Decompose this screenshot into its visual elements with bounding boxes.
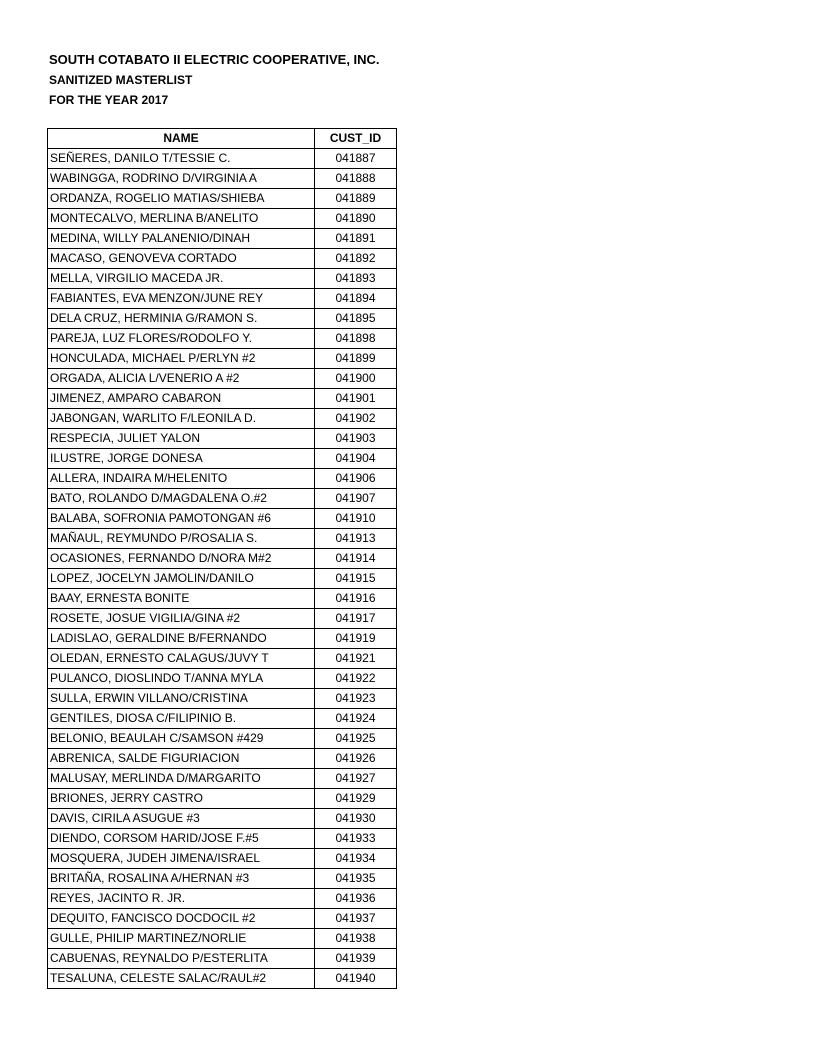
table-row [48,409,397,429]
cell-name: JIMENEZ, AMPARO CABARON [48,389,315,409]
column-header-name: NAME [48,129,315,149]
cell-name: PULANCO, DIOSLINDO T/ANNA MYLA [48,669,315,689]
table-row [48,429,397,449]
table-row [48,289,397,309]
cell-name: BALABA, SOFRONIA PAMOTONGAN #6 [48,509,315,529]
cell-cust-id: 041900 [315,369,397,389]
cell-cust-id: 041919 [315,629,397,649]
table-row [48,329,397,349]
table-row [48,589,397,609]
table-row [48,269,397,289]
cell-cust-id: 041903 [315,429,397,449]
table-row [48,709,397,729]
cell-cust-id: 041921 [315,649,397,669]
table-row [48,729,397,749]
table-row [48,909,397,929]
cell-name: ILUSTRE, JORGE DONESA [48,449,315,469]
cell-name: MAÑAUL, REYMUNDO P/ROSALIA S. [48,529,315,549]
table-row [48,489,397,509]
cell-name: CABUENAS, REYNALDO P/ESTERLITA [48,949,315,969]
table-row [48,809,397,829]
table-header-row [48,129,397,149]
cell-name: RESPECIA, JULIET YALON [48,429,315,449]
cell-name: GENTILES, DIOSA C/FILIPINIO B. [48,709,315,729]
cell-cust-id: 041922 [315,669,397,689]
cell-name: ORGADA, ALICIA L/VENERIO A #2 [48,369,315,389]
cell-cust-id: 041888 [315,169,397,189]
table-row [48,389,397,409]
cell-name: DAVIS, CIRILA ASUGUE #3 [48,809,315,829]
cell-cust-id: 041930 [315,809,397,829]
cell-cust-id: 041915 [315,569,397,589]
cell-cust-id: 041906 [315,469,397,489]
cell-name: LOPEZ, JOCELYN JAMOLIN/DANILO [48,569,315,589]
cell-name: TESALUNA, CELESTE SALAC/RAUL#2 [48,969,315,989]
table-row [48,969,397,989]
table-row [48,669,397,689]
table-row [48,929,397,949]
table-row [48,509,397,529]
cell-name: MACASO, GENOVEVA CORTADO [48,249,315,269]
table-row [48,749,397,769]
cell-cust-id: 041891 [315,229,397,249]
table-row [48,169,397,189]
table-row [48,569,397,589]
cell-cust-id: 041898 [315,329,397,349]
cell-cust-id: 041929 [315,789,397,809]
cell-cust-id: 041923 [315,689,397,709]
cell-cust-id: 041916 [315,589,397,609]
cell-cust-id: 041914 [315,549,397,569]
cell-name: ROSETE, JOSUE VIGILIA/GINA #2 [48,609,315,629]
table-row [48,829,397,849]
cell-name: JABONGAN, WARLITO F/LEONILA D. [48,409,315,429]
cell-name: HONCULADA, MICHAEL P/ERLYN #2 [48,349,315,369]
cell-cust-id: 041889 [315,189,397,209]
table-row [48,149,397,169]
cell-cust-id: 041917 [315,609,397,629]
cell-name: LADISLAO, GERALDINE B/FERNANDO [48,629,315,649]
cell-name: ALLERA, INDAIRA M/HELENITO [48,469,315,489]
cell-cust-id: 041937 [315,909,397,929]
table-row [48,789,397,809]
cell-name: FABIANTES, EVA MENZON/JUNE REY [48,289,315,309]
cell-cust-id: 041939 [315,949,397,969]
cell-name: MEDINA, WILLY PALANENIO/DINAH [48,229,315,249]
table-row [48,869,397,889]
cell-cust-id: 041938 [315,929,397,949]
cell-cust-id: 041902 [315,409,397,429]
cell-cust-id: 041936 [315,889,397,909]
cell-cust-id: 041887 [315,149,397,169]
column-header-cust-id: CUST_ID [315,129,397,149]
cell-cust-id: 041927 [315,769,397,789]
cell-name: BRIONES, JERRY CASTRO [48,789,315,809]
table-row [48,949,397,969]
cell-name: ABRENICA, SALDE FIGURIACION [48,749,315,769]
cell-name: GULLE, PHILIP MARTINEZ/NORLIE [48,929,315,949]
cell-name: OCASIONES, FERNANDO D/NORA M#2 [48,549,315,569]
cell-name: SULLA, ERWIN VILLANO/CRISTINA [48,689,315,709]
cell-name: BAAY, ERNESTA BONITE [48,589,315,609]
cell-name: WABINGGA, RODRINO D/VIRGINIA A [48,169,315,189]
year-line: FOR THE YEAR 2017 [49,93,169,107]
cell-cust-id: 041895 [315,309,397,329]
cell-cust-id: 041926 [315,749,397,769]
cell-cust-id: 041899 [315,349,397,369]
table-row [48,209,397,229]
cell-cust-id: 041933 [315,829,397,849]
cell-name: MOSQUERA, JUDEH JIMENA/ISRAEL [48,849,315,869]
cell-cust-id: 041890 [315,209,397,229]
cell-cust-id: 041925 [315,729,397,749]
cell-cust-id: 041913 [315,529,397,549]
table-row [48,649,397,669]
cell-name: MALUSAY, MERLINDA D/MARGARITO [48,769,315,789]
cell-name: MELLA, VIRGILIO MACEDA JR. [48,269,315,289]
cell-cust-id: 041901 [315,389,397,409]
cell-cust-id: 041910 [315,509,397,529]
cooperative-title: SOUTH COTABATO II ELECTRIC COOPERATIVE, INC. [49,52,380,67]
table-row [48,849,397,869]
document-header [49,50,380,110]
table-row [48,689,397,709]
cell-cust-id: 041892 [315,249,397,269]
cell-cust-id: 041907 [315,489,397,509]
table-body [48,149,397,989]
cell-name: MONTECALVO, MERLINA B/ANELITO [48,209,315,229]
table-row [48,249,397,269]
masterlist-table [47,128,397,989]
cell-name: BELONIO, BEAULAH C/SAMSON #429 [48,729,315,749]
cell-cust-id: 041924 [315,709,397,729]
cell-name: BRITAÑA, ROSALINA A/HERNAN #3 [48,869,315,889]
cell-name: OLEDAN, ERNESTO CALAGUS/JUVY T [48,649,315,669]
table-row [48,889,397,909]
cell-name: BATO, ROLANDO D/MAGDALENA O.#2 [48,489,315,509]
table-row [48,769,397,789]
table-row [48,529,397,549]
cell-name: ORDANZA, ROGELIO MATIAS/SHIEBA [48,189,315,209]
table-row [48,189,397,209]
cell-name: REYES, JACINTO R. JR. [48,889,315,909]
cell-cust-id: 041893 [315,269,397,289]
cell-name: SEÑERES, DANILO T/TESSIE C. [48,149,315,169]
table-row [48,349,397,369]
cell-name: PAREJA, LUZ FLORES/RODOLFO Y. [48,329,315,349]
table-row [48,309,397,329]
cell-cust-id: 041940 [315,969,397,989]
cell-cust-id: 041935 [315,869,397,889]
table-row [48,369,397,389]
cell-name: DELA CRUZ, HERMINIA G/RAMON S. [48,309,315,329]
table-row [48,629,397,649]
cell-cust-id: 041934 [315,849,397,869]
table-row [48,609,397,629]
cell-name: DEQUITO, FANCISCO DOCDOCIL #2 [48,909,315,929]
table-row [48,549,397,569]
cell-cust-id: 041894 [315,289,397,309]
table-row [48,229,397,249]
table-row [48,449,397,469]
table-row [48,469,397,489]
list-subtitle: SANITIZED MASTERLIST [49,73,193,87]
cell-name: DIENDO, CORSOM HARID/JOSE F.#5 [48,829,315,849]
cell-cust-id: 041904 [315,449,397,469]
